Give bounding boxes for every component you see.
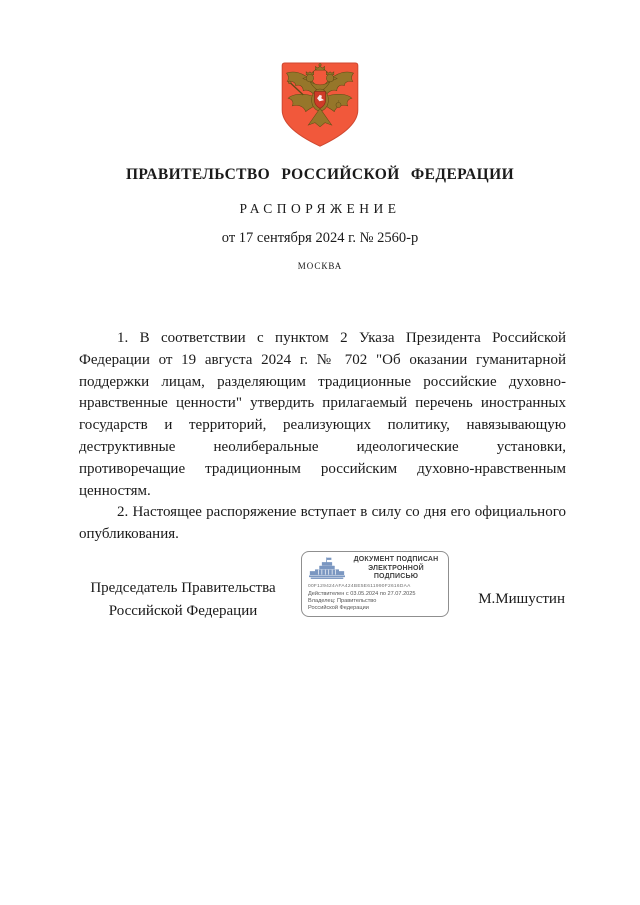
signer-position-line1: Председатель Правительства <box>90 580 276 596</box>
date-and-number-line: от 17 сентября 2024 г. № 2560-р <box>221 230 419 246</box>
stamp-header-text <box>350 556 442 582</box>
stamp-header <box>308 556 442 582</box>
stamp-header-line1: ДОКУМЕНТ ПОДПИСАН <box>353 556 439 563</box>
signer-name: М.Мишустин <box>478 591 565 607</box>
document-type: РАСПОРЯЖЕНИЕ <box>239 201 401 216</box>
body-paragraph-1: 1. В соответствии с пунктом 2 Указа Президента Российской Федерации от 19 августа 2024 г. № 702 "Об оказании гуманитарной поддержки лицам, разделяющим традиционные российские духовно-нравственные ценности" утвердить прилагаемый перечень иностранных государств и территорий, реализующих политику, навязывающую деструктивные неолиберальные идеологические установки, противоречащие традиционным российским духовно-нравственным ценностям. <box>79 330 566 499</box>
stamp-header-line2: ЭЛЕКТРОННОЙ ПОДПИСЬЮ <box>368 564 424 580</box>
body-paragraph-2: 2. Настоящее распоряжение вступает в силу со дня его официального опубликования. <box>79 504 566 543</box>
stamp-owner: Владелец: Правительство Российской Федерации <box>308 598 377 611</box>
government-building-icon <box>308 557 346 581</box>
city-label: МОСКВА <box>297 261 343 271</box>
document-body <box>79 328 566 546</box>
signer-position-line2: Российской Федерации <box>108 602 258 619</box>
issuer-title: ПРАВИТЕЛЬСТВО РОССИЙСКОЙ ФЕДЕРАЦИИ <box>125 166 515 183</box>
russia-coat-of-arms-icon <box>278 61 362 149</box>
signer-position <box>79 577 287 622</box>
stamp-validity-period: Действителен с 03.05.2024 по 27.07.2025 <box>308 591 416 597</box>
electronic-signature-stamp <box>301 551 449 617</box>
stamp-certificate-number: 00F129424AFA424BE5E611990F2616DAA <box>308 583 411 589</box>
